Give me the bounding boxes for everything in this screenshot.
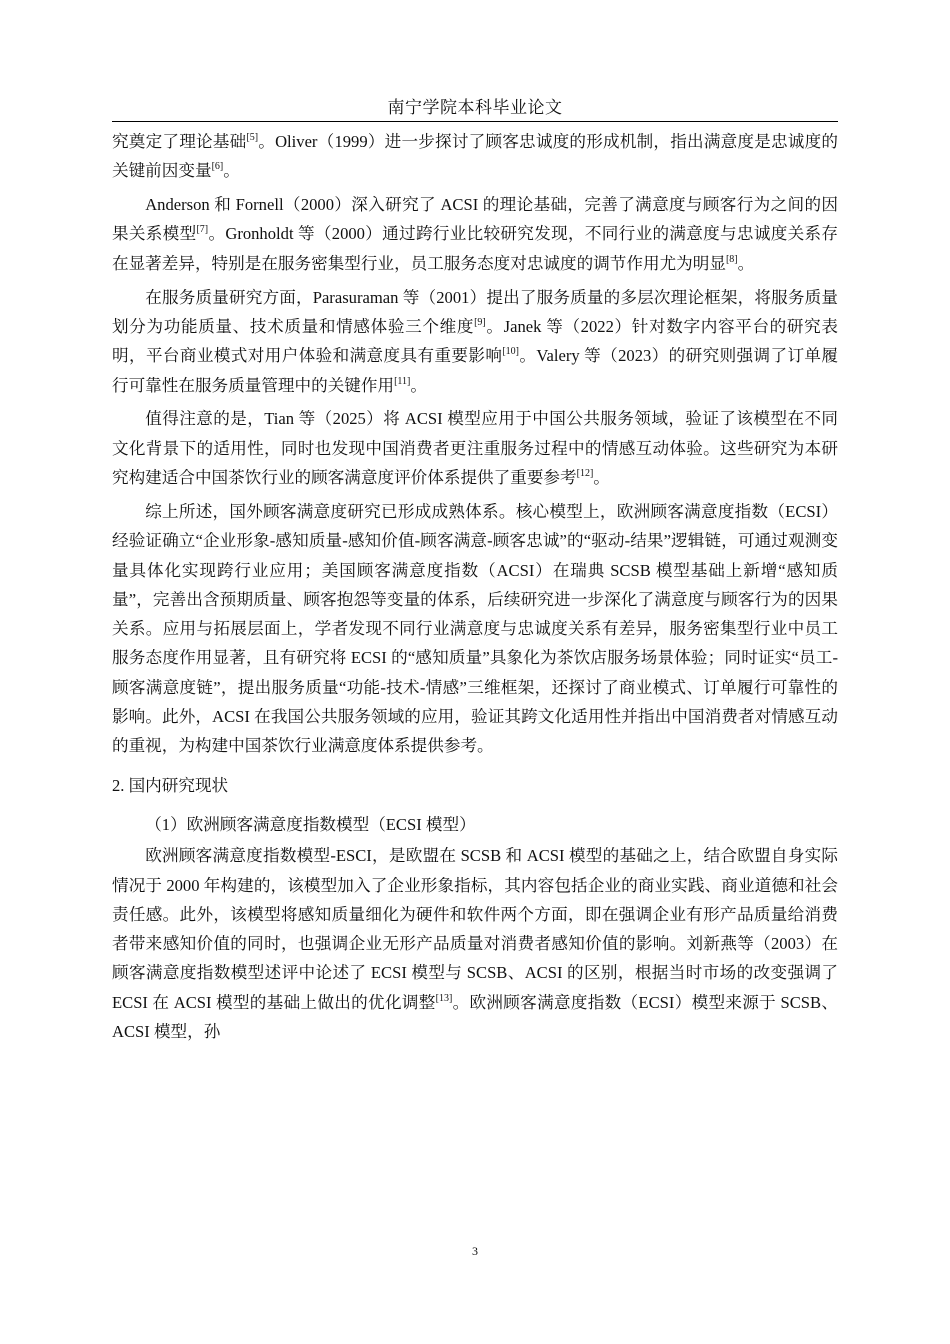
- text-run: 。欧洲顾客满意度指数（ECSI）模型来源于 SCSB、ACSI 模型，孙: [112, 992, 838, 1041]
- citation-marker: [10]: [502, 346, 519, 358]
- body-text: [112, 127, 838, 1051]
- paragraph: [112, 190, 838, 278]
- text-run: 究奠定了理论基础: [112, 132, 247, 151]
- citation-marker: [5]: [246, 132, 259, 143]
- text-run: 。Gronholdt 等（2000）通过跨行业比较研究发现，不同行业的满意度与忠诚度关系存在显著差异，特别是在服务密集型行业，员工服务态度对忠诚度的调节作用尤为明显: [112, 224, 838, 273]
- citation-marker: [11]: [394, 375, 411, 387]
- text-run: 欧洲顾客满意度指数模型-ESCI，是欧盟在 SCSB 和 ACSI 模型的基础之上，结合欧盟自身实际情况于 2000 年构建的，该模型加入了企业形象指标，其内容包括企业的商业实践、商业道德和社会责任感。此外，该模型将感知质量细化为硬件和软件两个方面，即在强调企业有形产品质量给消费者带来感知价值的同时，也强调企业无形产品质量对消费者感知价值的影响。刘新燕等（2003）在顾客满意度指数模型述评中论述了 ECSI 模型与 SCSB、ACSI 的区别，根据当时市场的改变强调了 ECSI 在 ACSI 模型的基础上做出的优化调整: [112, 846, 838, 1012]
- text-run: 。: [737, 253, 755, 273]
- page-number: 3: [472, 1244, 478, 1258]
- text-run: 。: [410, 375, 427, 395]
- text-run: 。Janek 等（2022）针对数字内容平台的研究表明，平台商业模式对用户体验和满意度具有重要影响: [112, 316, 838, 366]
- citation-marker: [9]: [474, 316, 486, 328]
- text-run: 值得注意的是，Tian 等（2025）将 ACSI 模型应用于中国公共服务领域，验证了该模型在不同文化背景下的适用性，同时也发现中国消费者更注重服务过程中的情感互动体验。这些研究为本研究构建适合中国茶饮行业的顾客满意度评价体系提供了重要参考: [112, 409, 838, 488]
- text-run: 。: [593, 468, 610, 488]
- paragraph: [112, 497, 838, 761]
- paragraph: [112, 841, 838, 1046]
- text-run: 。Oliver（1999）进一步探讨了顾客忠诚度的形成机制，指出满意度是忠诚度的关键前因变量: [112, 132, 839, 181]
- paragraph: [112, 283, 838, 400]
- citation-marker: [6]: [211, 161, 224, 173]
- citation-marker: [13]: [435, 992, 453, 1004]
- subsection-heading: [112, 810, 838, 839]
- citation-marker: [12]: [576, 468, 594, 480]
- text-run: Anderson 和 Fornell（2000）深入研究了 ACSI 的理论基础，完善了满意度与顾客行为之间的因果关系模型: [112, 195, 838, 244]
- text-run: （1）欧洲顾客满意度指数模型（ECSI 模型）: [145, 814, 476, 834]
- text-run: 综上所述，国外顾客满意度研究已形成成熟体系。核心模型上，欧洲顾客满意度指数（ECSI）经验证确立“企业形象-感知质量-感知价值-顾客满意-顾客忠诚”的“驱动-结果”逻辑链，可通过观测变量具体化实现跨行业应用；美国顾客满意度指数（ACSI）在瑞典 SCSB 模型基础上新增“感知质量”，完善出含预期质量、顾客抱怨等变量的体系，后续研究进一步深化了满意度与顾客行为的因果关系。应用与拓展层面上，学者发现不同行业满意度与忠诚度关系有差异，服务密集型行业中员工服务态度作用显著，且有研究将 ECSI 的“感知质量”具象化为茶饮店服务场景体验；同时证实“员工-顾客满意度链”，提出服务质量“功能-技术-情感”三维框架，还探讨了商业模式、订单履行可靠性的影响。此外，ACSI 在我国公共服务领域的应用，验证其跨文化适用性并指出中国消费者对情感互动的重视，为构建中国茶饮行业满意度体系提供参考。: [112, 501, 838, 756]
- text-run: 。: [223, 161, 240, 181]
- citation-marker: [7]: [196, 224, 209, 236]
- text-run: 2. 国内研究现状: [112, 775, 229, 795]
- section-heading: [112, 771, 838, 800]
- running-header: 南宁学院本科毕业论文: [387, 98, 563, 118]
- text-run: 在服务质量研究方面，Parasuraman 等（2001）提出了服务质量的多层次理论框架，将服务质量划分为功能质量、技术质量和情感体验三个维度: [112, 287, 838, 336]
- header-rule: [112, 121, 838, 122]
- citation-marker: [8]: [725, 253, 738, 265]
- paragraph: [112, 404, 838, 492]
- paragraph: [112, 127, 838, 186]
- text-run: 。Valery 等（2023）的研究则强调了订单履行可靠性在服务质量管理中的关键作用: [112, 346, 838, 395]
